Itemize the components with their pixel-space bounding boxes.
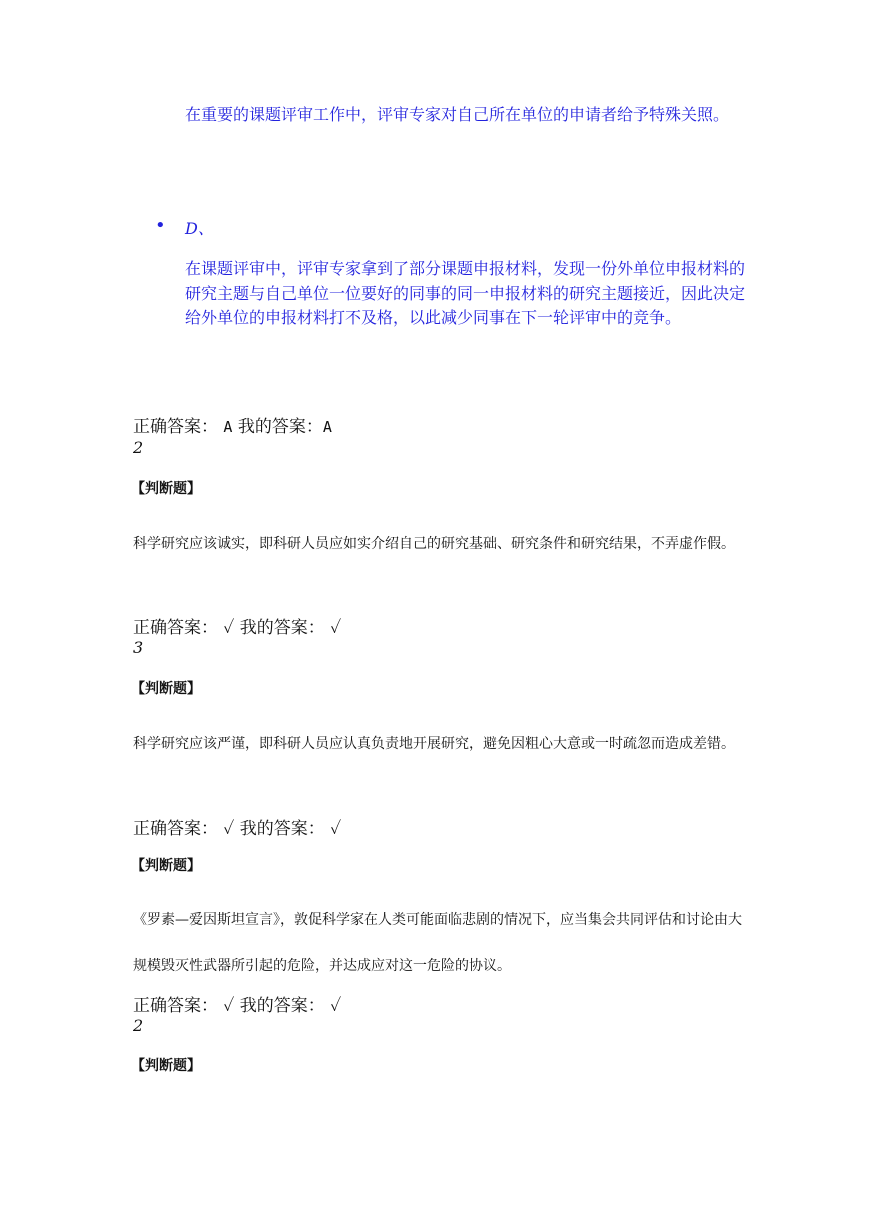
question-type-tag: 【判断题】 <box>131 1058 201 1074</box>
correct-answer-label: 正确答案： <box>133 996 218 1016</box>
my-answer-label: 我的答案： <box>237 417 323 437</box>
question-text: 科学研究应该诚实，即科研人员应如实介绍自己的研究基础、研究条件和研究结果，不弄虚作假。 <box>133 536 735 552</box>
correct-answer-value: ✓ <box>223 996 235 1016</box>
question-number: 2 <box>133 1016 144 1035</box>
my-answer-value: ✓ <box>330 618 342 638</box>
my-answer-label: 我的答案： <box>239 996 325 1016</box>
correct-answer-label: 正确答案： <box>133 618 218 638</box>
option-c-text: 在重要的课题评审工作中，评审专家对自己所在单位的申请者给予特殊关照。 <box>185 105 730 124</box>
option-d-text: 在课题评审中，评审专家拿到了部分课题申报材料，发现一份外单位申报材料的研究主题与自己单位一位要好的同事的同一申报材料的研究主题接近，因此决定给外单位的申报材料打不及格，以此减少同事在下一轮评审中的竞争。 <box>185 259 746 327</box>
correct-answer-value: ✓ <box>223 819 235 839</box>
my-answer-label: 我的答案： <box>239 618 325 638</box>
option-d-label: D、 <box>185 219 214 238</box>
answer-line-3 <box>133 814 341 839</box>
correct-answer-value: ✓ <box>223 618 235 638</box>
correct-answer-label: 正确答案： <box>133 417 218 437</box>
question-type-tag: 【判断题】 <box>131 858 201 874</box>
my-answer-value: ✓ <box>330 996 342 1016</box>
answer-line-2 <box>133 613 341 638</box>
bullet: • <box>155 215 166 236</box>
my-answer-value: ✓ <box>330 819 342 839</box>
question-type-tag: 【判断题】 <box>131 481 201 497</box>
question-text: 科学研究应该严谨，即科研人员应认真负责地开展研究，避免因粗心大意或一时疏忽而造成差错。 <box>133 736 735 752</box>
correct-answer-value: A <box>223 418 233 436</box>
question-number: 2 <box>133 438 144 457</box>
my-answer-label: 我的答案： <box>239 819 325 839</box>
question-text: 《罗素—爱因斯坦宣言》，敦促科学家在人类可能面临悲剧的情况下，应当集会共同评估和讨论由大规模毁灭性武器所引起的危险，并达成应对这一危险的协议。 <box>133 912 742 974</box>
my-answer-value: A <box>322 418 332 436</box>
question-type-tag: 【判断题】 <box>131 681 201 697</box>
answer-line-1 <box>133 412 332 437</box>
correct-answer-label: 正确答案： <box>133 819 218 839</box>
answer-line-4 <box>133 991 341 1016</box>
question-number: 3 <box>133 638 144 657</box>
